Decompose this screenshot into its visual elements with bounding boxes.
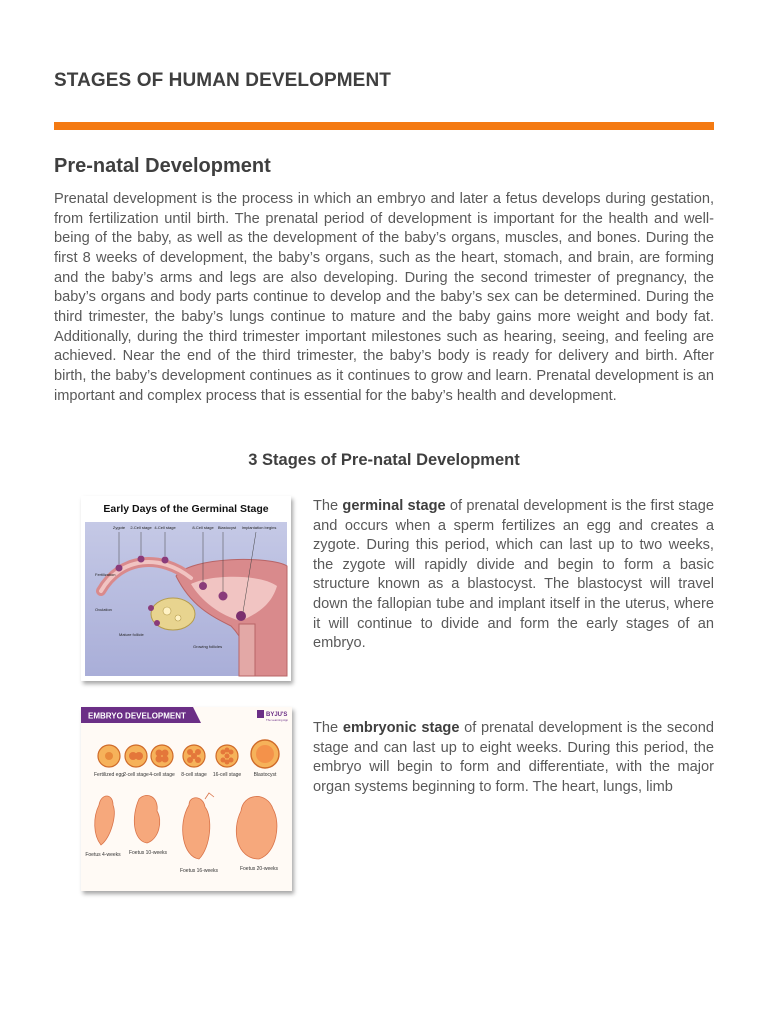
embryonic-paragraph: The embryonic stage of prenatal development is the second stage and can last up to eight weeks. During this period, the embryo will begin to form and differentiate, with the major organ systems beginning to form. The heart, lungs, limb	[313, 720, 714, 795]
foetus-10-weeks-shape	[134, 795, 159, 843]
label-2-cell: 2-cell stage	[123, 772, 149, 778]
label-foetus-16: Foetus 16-weeks	[179, 868, 219, 874]
blastocyst-cell	[219, 592, 228, 601]
label-fertilization: Fertilization	[95, 572, 116, 577]
eight-cell	[199, 582, 207, 590]
zygote-cell	[116, 565, 123, 572]
subsection-title: 3 Stages of Pre-natal Development	[248, 451, 520, 469]
label-mature-follicle: Mature follicle	[119, 632, 144, 637]
label-fertilized-egg: Fertilized egg	[93, 772, 125, 778]
cervix-shape	[239, 624, 255, 676]
label-blastocyst: Blastocyst	[253, 772, 277, 778]
brand-name: BYJU'S	[266, 712, 288, 718]
germinal-paragraph: The germinal stage of prenatal development is the first stage and occurs when a sperm fertilizes an egg and creates a zygote. During this period, which can last up to two weeks, the zygote will rapidly divide and begin to form a basic structure known as a blastocyst. The blastocyst will travel down the fallopian tube and implant itself in the uterus, where it will continue to divide and form the early stages of an embryo.	[313, 498, 714, 652]
embryo-development-figure	[81, 707, 292, 891]
intro-paragraph: Prenatal development is the process in which an embryo and later a fetus develops during gestation, from fertilization until birth. The prenatal period of development is important for the health and well-being of the baby, as well as the development of the baby’s organs, muscles, and bones. During the first 8 weeks of development, the baby’s organs, such as the heart, stomach, and brain, are forming and the baby’s arms and legs are also developing. During the second trimester of pregnancy, the baby’s organs and body parts continue to develop and the baby’s sex can be determined. During the third trimester, the baby’s lungs continue to mature and the baby gains more weight and body fat. Additionally, during the third trimester important milestones such as hearing, seeing, and feeling are achieved. Near the end of the third trimester, the baby’s body is ready for delivery and birth. After birth, the baby’s development continues as it continues to grow and learn. Prenatal development is an important and complex process that is essential for the baby’s health and development.	[54, 191, 714, 404]
foetus-20-weeks-shape	[236, 796, 277, 859]
four-cell	[162, 557, 169, 564]
brand-logo-icon	[257, 710, 264, 718]
label-8-cell: 8-cell stage	[181, 772, 207, 778]
label-foetus-10: Foetus 10-weeks	[128, 850, 168, 856]
section-title: Pre-natal Development	[54, 155, 271, 177]
label-implantation: Implantation begins	[241, 525, 277, 530]
brand-tagline: The Learning App	[266, 718, 289, 722]
four-cell-stage	[151, 745, 173, 767]
embryo-development-illustration	[81, 707, 292, 891]
document-title: STAGES OF HUMAN DEVELOPMENT	[54, 70, 391, 91]
label-16-cell: 16-cell stage	[212, 772, 242, 778]
embryonic-term: embryonic stage	[342, 720, 460, 736]
figure-title: Early Days of the Germinal Stage	[103, 503, 269, 515]
label-2cell: 2-Cell stage	[130, 525, 152, 530]
title-divider	[54, 122, 714, 130]
label-4cell: 4-Cell stage	[154, 525, 176, 530]
label-foetus-4: Foetus 4-weeks	[85, 852, 121, 858]
two-cell	[138, 556, 145, 563]
germinal-stage-figure	[81, 496, 291, 681]
banner-text: EMBRYO DEVELOPMENT	[88, 711, 186, 721]
label-blastocyst: Blastocyst	[217, 525, 237, 530]
label-growing-follicles: Growing follicles	[193, 644, 223, 649]
label-8cell: 8-Cell stage	[192, 525, 214, 530]
label-zygote: Zygote	[112, 525, 126, 530]
implantation-cell	[236, 611, 246, 621]
label-foetus-20: Foetus 20-weeks	[239, 866, 279, 872]
germinal-term: germinal stage	[342, 498, 446, 514]
label-ovulation: Ovulation	[95, 607, 112, 612]
label-4-cell: 4-cell stage	[149, 772, 175, 778]
germinal-stage-illustration	[81, 496, 291, 681]
